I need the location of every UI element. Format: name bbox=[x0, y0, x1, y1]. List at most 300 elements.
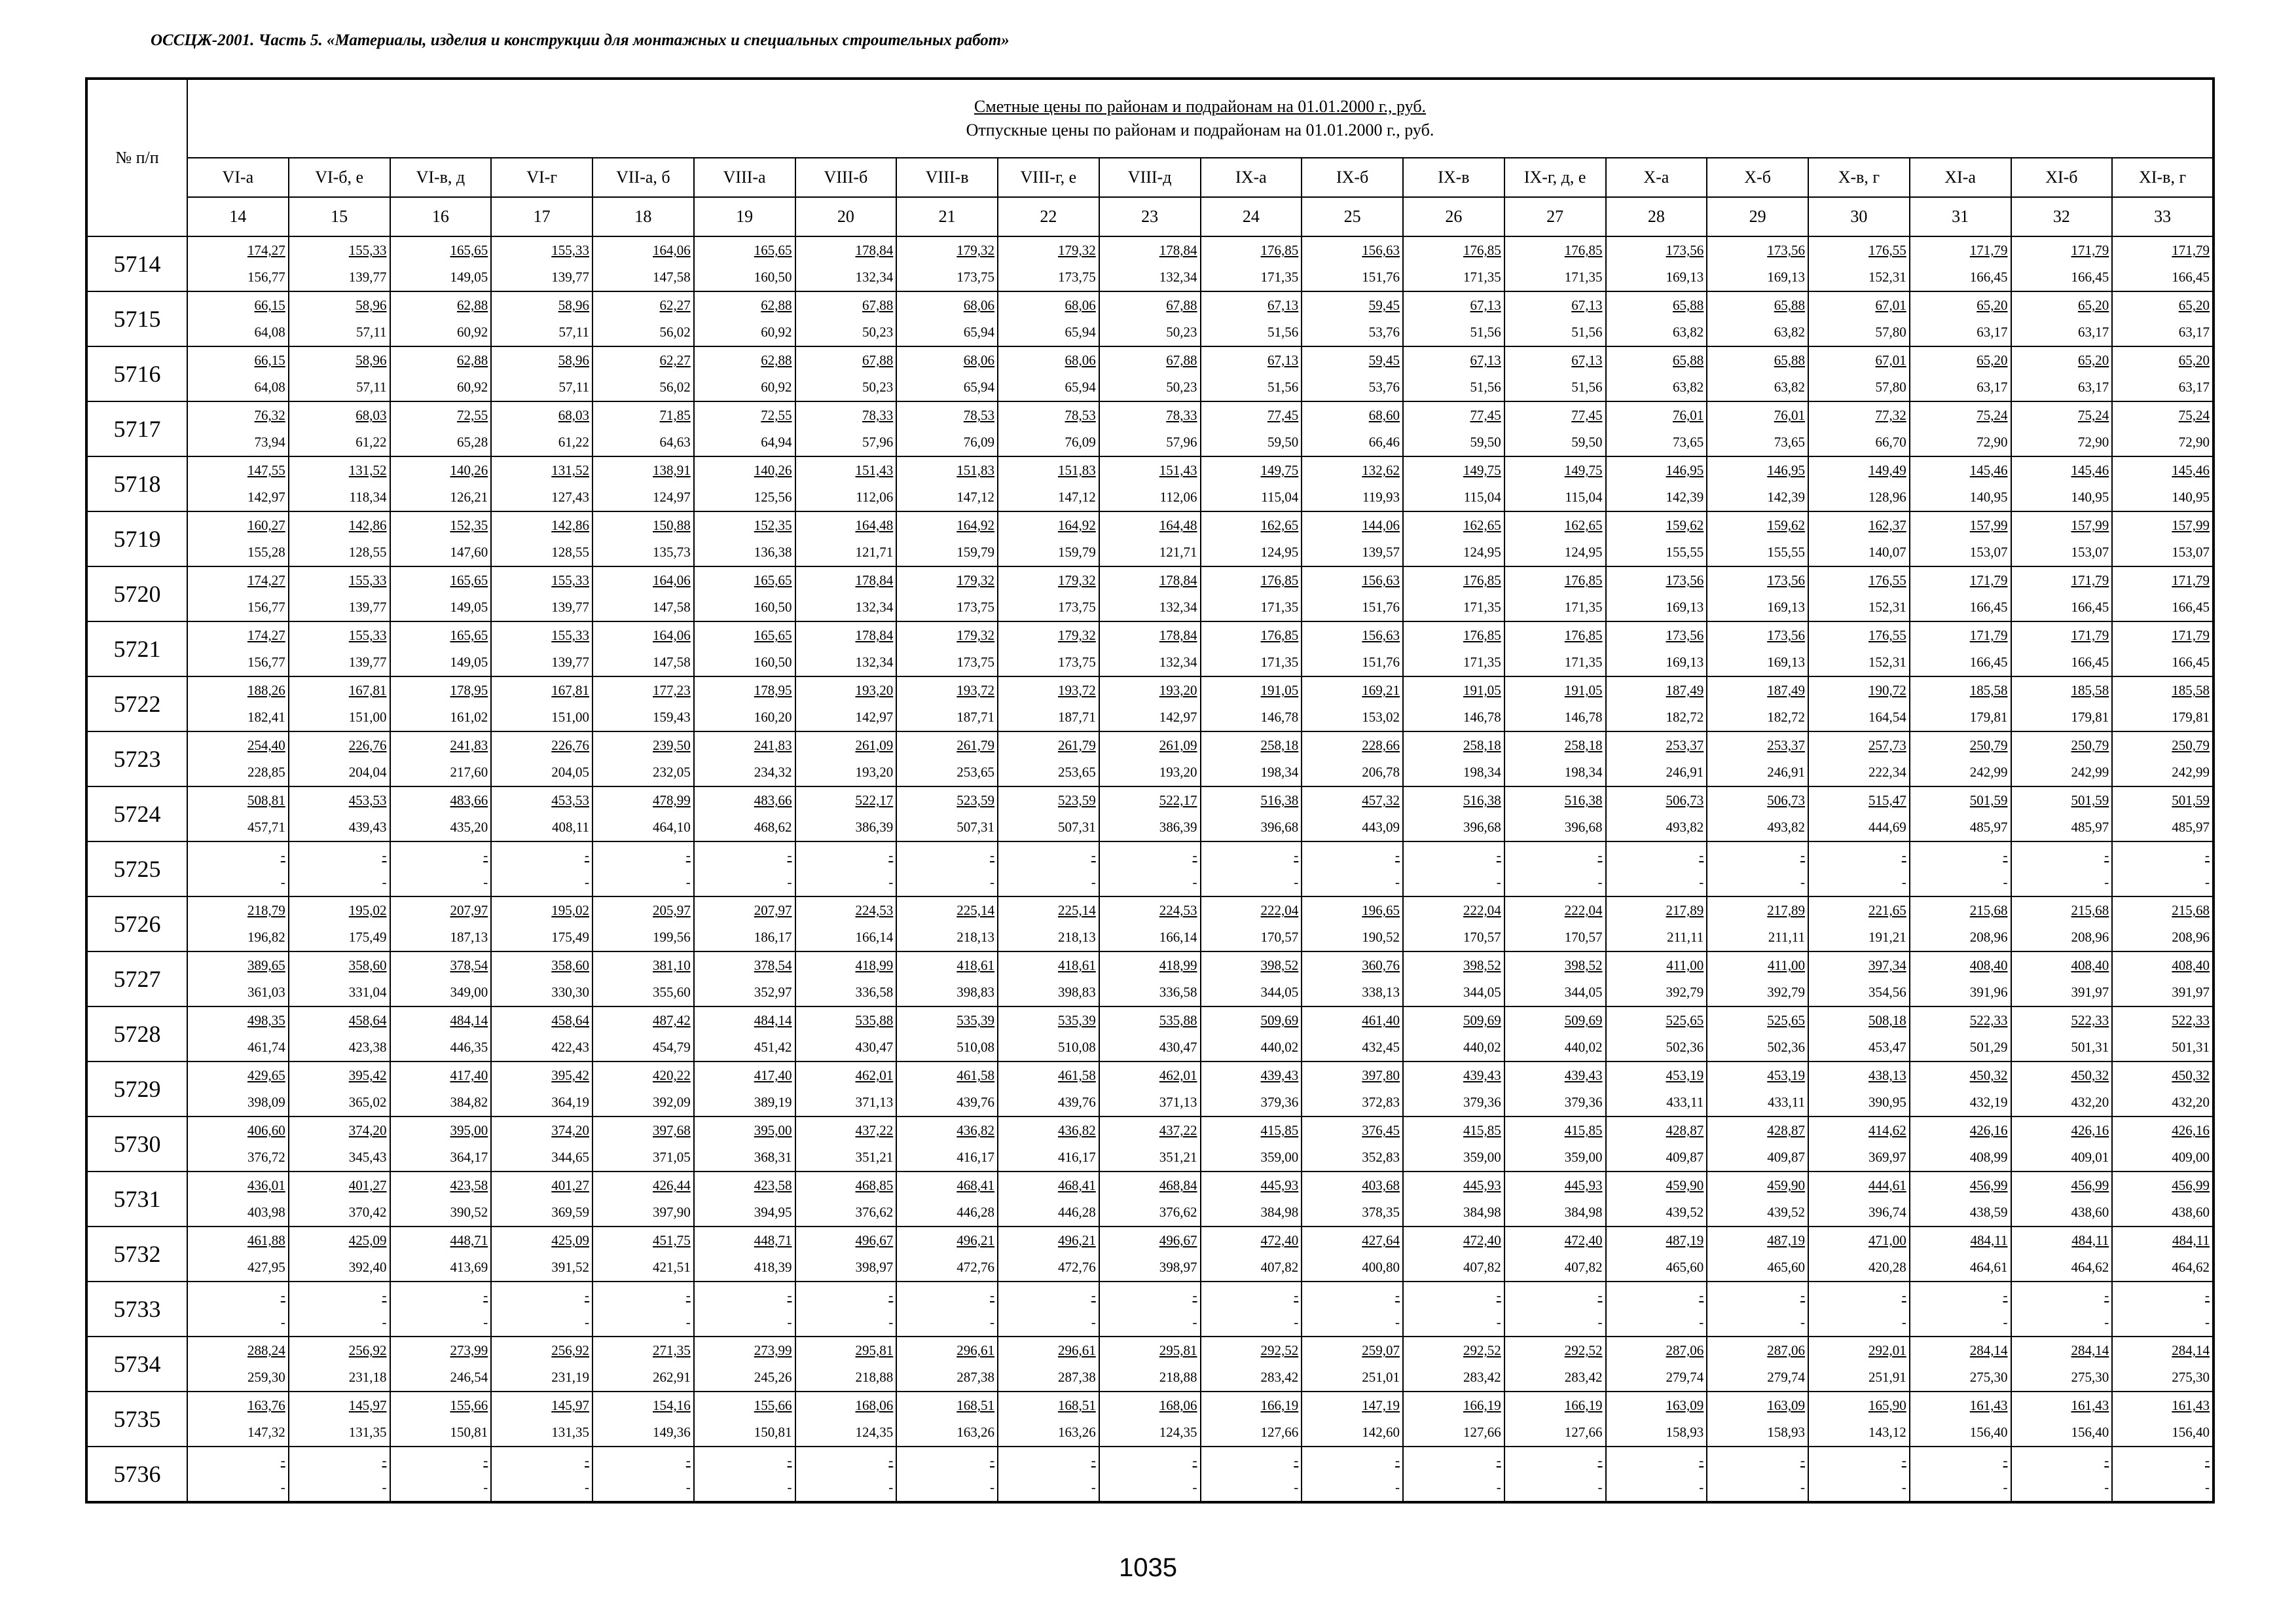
estimate-price: 67,01 bbox=[1875, 297, 1906, 313]
estimate-price: 174,27 bbox=[247, 572, 285, 588]
price-cell bbox=[1808, 786, 1910, 841]
estimate-price: 72,55 bbox=[761, 407, 792, 423]
estimate-price: 292,52 bbox=[1463, 1342, 1501, 1358]
release-price: 440,02 bbox=[1564, 1039, 1603, 1055]
estimate-price: 292,52 bbox=[1260, 1342, 1299, 1358]
estimate-price: 501,59 bbox=[2172, 792, 2210, 808]
estimate-price: 171,79 bbox=[2172, 242, 2210, 258]
estimate-price: 254,40 bbox=[247, 737, 285, 753]
price-cell bbox=[1302, 1116, 1403, 1172]
price-cell bbox=[2112, 1172, 2214, 1227]
price-cell bbox=[1606, 841, 1707, 896]
estimate-price: 156,63 bbox=[1362, 627, 1400, 643]
estimate-price: 222,04 bbox=[1463, 902, 1501, 918]
release-price: 392,79 bbox=[1767, 984, 1805, 1000]
release-price: 242,99 bbox=[1969, 764, 2008, 780]
release-price: 127,43 bbox=[551, 489, 589, 505]
release-price: 186,17 bbox=[754, 929, 792, 945]
estimate-price: 522,33 bbox=[2172, 1012, 2210, 1028]
price-cell bbox=[1099, 1172, 1201, 1227]
release-price: 204,05 bbox=[551, 764, 589, 780]
estimate-price: - bbox=[1597, 1452, 1603, 1468]
estimate-price: 484,11 bbox=[2071, 1232, 2109, 1248]
release-price: 208,96 bbox=[1969, 929, 2008, 945]
price-cell bbox=[896, 291, 998, 346]
release-price: - bbox=[382, 1314, 387, 1330]
price-cell bbox=[694, 456, 795, 511]
release-price: 253,65 bbox=[1058, 764, 1096, 780]
region-header: IX-г, д, е bbox=[1504, 158, 1606, 197]
release-price: 166,45 bbox=[2172, 654, 2210, 670]
price-cell bbox=[1099, 896, 1201, 951]
release-price: 432,19 bbox=[1969, 1094, 2008, 1110]
release-price: 125,56 bbox=[754, 489, 792, 505]
price-cell bbox=[390, 236, 492, 291]
price-cell bbox=[1910, 511, 2011, 566]
release-price: 151,76 bbox=[1362, 654, 1400, 670]
estimate-price: 171,79 bbox=[1969, 572, 2008, 588]
price-cell bbox=[390, 841, 492, 896]
release-price: 146,78 bbox=[1564, 709, 1603, 725]
estimate-price: 62,27 bbox=[659, 352, 691, 368]
estimate-price: 241,83 bbox=[754, 737, 792, 753]
release-price: 156,40 bbox=[1969, 1424, 2008, 1440]
price-cell bbox=[1606, 1116, 1707, 1172]
price-cell bbox=[390, 1227, 492, 1282]
price-cell bbox=[390, 1061, 492, 1116]
estimate-price: 453,53 bbox=[551, 792, 589, 808]
release-price: 398,97 bbox=[855, 1259, 894, 1275]
price-cell bbox=[289, 951, 390, 1006]
price-cell bbox=[592, 1116, 694, 1172]
estimate-price: 288,24 bbox=[247, 1342, 285, 1358]
release-price: 140,95 bbox=[1969, 489, 2008, 505]
release-price: 398,09 bbox=[247, 1094, 285, 1110]
release-price: 126,21 bbox=[450, 489, 488, 505]
estimate-price: 160,27 bbox=[247, 517, 285, 533]
release-price: 440,02 bbox=[1463, 1039, 1501, 1055]
price-cell bbox=[1099, 951, 1201, 1006]
release-price: 409,00 bbox=[2172, 1149, 2210, 1165]
estimate-price: 178,84 bbox=[855, 242, 894, 258]
estimate-price: 68,03 bbox=[355, 407, 387, 423]
price-cell bbox=[2011, 1061, 2113, 1116]
release-price: 371,13 bbox=[855, 1094, 894, 1110]
price-cell bbox=[795, 291, 897, 346]
release-price: - bbox=[685, 1314, 691, 1330]
release-price: 163,26 bbox=[1058, 1424, 1096, 1440]
estimate-price: 162,65 bbox=[1463, 517, 1501, 533]
release-price: 420,28 bbox=[1868, 1259, 1906, 1275]
release-price: 164,54 bbox=[1868, 709, 1906, 725]
release-price: 283,42 bbox=[1564, 1369, 1603, 1385]
estimate-price: 226,76 bbox=[348, 737, 387, 753]
price-cell bbox=[1707, 566, 1808, 621]
estimate-price: 408,40 bbox=[2071, 957, 2109, 973]
estimate-price: 215,68 bbox=[1969, 902, 2008, 918]
estimate-price: 78,53 bbox=[1065, 407, 1096, 423]
region-header: VIII-б bbox=[795, 158, 897, 197]
release-price: 166,14 bbox=[1159, 929, 1197, 945]
release-price: 439,43 bbox=[348, 819, 387, 835]
price-cell bbox=[1910, 346, 2011, 401]
price-cell bbox=[491, 1447, 592, 1502]
release-price: - bbox=[2104, 1314, 2109, 1330]
release-price: 359,00 bbox=[1564, 1149, 1603, 1165]
price-cell bbox=[2112, 951, 2214, 1006]
release-price: 57,11 bbox=[356, 324, 387, 340]
price-cell bbox=[2011, 786, 2113, 841]
release-price: 139,77 bbox=[551, 269, 589, 285]
estimate-price: 168,06 bbox=[855, 1397, 894, 1413]
estimate-price: - bbox=[1496, 847, 1501, 863]
release-price: 510,08 bbox=[957, 1039, 994, 1055]
estimate-price: 459,90 bbox=[1767, 1177, 1805, 1193]
estimate-price: 193,72 bbox=[957, 682, 994, 698]
price-cell bbox=[592, 731, 694, 786]
price-cell bbox=[592, 236, 694, 291]
estimate-price: - bbox=[483, 1287, 488, 1303]
release-price: 124,35 bbox=[855, 1424, 894, 1440]
estimate-price: 295,81 bbox=[855, 1342, 894, 1358]
release-price: 112,06 bbox=[856, 489, 894, 505]
price-cell bbox=[289, 1392, 390, 1447]
release-price: 51,56 bbox=[1571, 324, 1603, 340]
price-cell bbox=[2011, 1392, 2113, 1447]
release-price: 396,74 bbox=[1868, 1204, 1906, 1220]
estimate-price: 215,68 bbox=[2071, 902, 2109, 918]
estimate-price: 62,27 bbox=[659, 297, 691, 313]
price-cell bbox=[896, 1061, 998, 1116]
price-cell bbox=[2112, 511, 2214, 566]
estimate-price: 484,11 bbox=[1970, 1232, 2008, 1248]
price-cell bbox=[795, 1392, 897, 1447]
release-price: 156,77 bbox=[247, 654, 285, 670]
price-cell bbox=[289, 401, 390, 456]
price-cell bbox=[289, 566, 390, 621]
price-cell bbox=[289, 1006, 390, 1061]
price-cell bbox=[1302, 1061, 1403, 1116]
estimate-price: 166,19 bbox=[1463, 1397, 1501, 1413]
estimate-price: 159,62 bbox=[1666, 517, 1704, 533]
price-cell bbox=[1302, 676, 1403, 731]
row-number: 5726 bbox=[86, 896, 187, 951]
estimate-price: 501,59 bbox=[1969, 792, 2008, 808]
release-price: 171,35 bbox=[1260, 599, 1299, 615]
price-cell bbox=[1808, 511, 1910, 566]
price-cell bbox=[592, 841, 694, 896]
estimate-price: 132,62 bbox=[1362, 462, 1400, 478]
estimate-price: 151,83 bbox=[957, 462, 994, 478]
release-price: 187,71 bbox=[957, 709, 994, 725]
region-header: X-б bbox=[1707, 158, 1808, 197]
release-price: - bbox=[1091, 874, 1096, 890]
estimate-price: 155,33 bbox=[551, 572, 589, 588]
release-price: 413,69 bbox=[450, 1259, 488, 1275]
release-price: 170,57 bbox=[1260, 929, 1299, 945]
column-number: 19 bbox=[694, 197, 795, 236]
release-price: 166,45 bbox=[1969, 599, 2008, 615]
release-price: 218,13 bbox=[1058, 929, 1096, 945]
price-cell bbox=[2011, 1172, 2113, 1227]
estimate-price: 471,00 bbox=[1868, 1232, 1906, 1248]
estimate-price: 222,04 bbox=[1564, 902, 1603, 918]
estimate-price: 453,19 bbox=[1767, 1067, 1805, 1083]
price-cell bbox=[289, 1172, 390, 1227]
release-price: 211,11 bbox=[1768, 929, 1805, 945]
estimate-price: 168,06 bbox=[1159, 1397, 1197, 1413]
estimate-price: 58,96 bbox=[558, 352, 589, 368]
price-cell bbox=[491, 1006, 592, 1061]
estimate-price: 161,43 bbox=[2172, 1397, 2210, 1413]
release-price: 416,17 bbox=[957, 1149, 994, 1165]
estimate-price: 439,43 bbox=[1564, 1067, 1603, 1083]
price-cell bbox=[795, 511, 897, 566]
price-cell bbox=[998, 1172, 1099, 1227]
estimate-price: - bbox=[1091, 847, 1096, 863]
estimate-price: 173,56 bbox=[1767, 572, 1805, 588]
release-price: 65,94 bbox=[963, 324, 994, 340]
release-price: 344,65 bbox=[551, 1149, 589, 1165]
price-cell bbox=[390, 456, 492, 511]
price-cell bbox=[1201, 731, 1302, 786]
price-cell bbox=[289, 786, 390, 841]
estimate-price: - bbox=[2205, 1287, 2210, 1303]
price-cell bbox=[896, 236, 998, 291]
price-cell bbox=[1403, 291, 1504, 346]
estimate-price: 484,14 bbox=[754, 1012, 792, 1028]
table-row bbox=[86, 731, 2214, 786]
release-price: 171,35 bbox=[1463, 654, 1501, 670]
price-cell bbox=[1504, 511, 1606, 566]
region-header: XI-а bbox=[1910, 158, 2011, 197]
release-price: 218,13 bbox=[957, 929, 994, 945]
estimate-price: 67,13 bbox=[1571, 352, 1603, 368]
price-cell bbox=[1606, 676, 1707, 731]
estimate-price: 496,21 bbox=[1058, 1232, 1096, 1248]
price-cell bbox=[1504, 566, 1606, 621]
release-price: 222,34 bbox=[1868, 764, 1906, 780]
estimate-price: - bbox=[2104, 1452, 2109, 1468]
price-cell bbox=[390, 401, 492, 456]
price-cell bbox=[1403, 841, 1504, 896]
price-cell bbox=[289, 456, 390, 511]
estimate-price: 508,81 bbox=[247, 792, 285, 808]
estimate-price: 515,47 bbox=[1868, 792, 1906, 808]
estimate-price: 71,85 bbox=[659, 407, 691, 423]
estimate-price: 408,40 bbox=[1969, 957, 2008, 973]
price-cell bbox=[795, 1337, 897, 1392]
row-number: 5727 bbox=[86, 951, 187, 1006]
price-cell bbox=[491, 896, 592, 951]
price-cell bbox=[2112, 401, 2214, 456]
table-row bbox=[86, 1006, 2214, 1061]
title-row bbox=[86, 79, 2214, 158]
estimate-price: 487,42 bbox=[653, 1012, 691, 1028]
estimate-price: - bbox=[585, 1287, 589, 1303]
release-price: - bbox=[1901, 1479, 1906, 1495]
price-cell bbox=[1302, 841, 1403, 896]
price-cell bbox=[1504, 456, 1606, 511]
release-price: 409,01 bbox=[2071, 1149, 2109, 1165]
release-price: 446,35 bbox=[450, 1039, 488, 1055]
estimate-price: 145,97 bbox=[551, 1397, 589, 1413]
price-cell bbox=[1504, 1392, 1606, 1447]
release-price: 56,02 bbox=[659, 324, 691, 340]
release-price: 166,45 bbox=[2071, 654, 2109, 670]
column-number: 32 bbox=[2011, 197, 2113, 236]
estimate-price: - bbox=[382, 1452, 387, 1468]
estimate-price: 171,79 bbox=[2071, 572, 2109, 588]
release-price: 171,35 bbox=[1463, 599, 1501, 615]
estimate-price: 65,88 bbox=[1774, 297, 1805, 313]
table-row bbox=[86, 1447, 2214, 1502]
estimate-price: 65,88 bbox=[1673, 352, 1704, 368]
price-cell bbox=[1403, 896, 1504, 951]
estimate-price: 77,45 bbox=[1267, 407, 1299, 423]
estimate-price: 151,43 bbox=[1159, 462, 1197, 478]
release-price: 400,80 bbox=[1362, 1259, 1400, 1275]
release-price: 173,75 bbox=[957, 269, 994, 285]
price-cell bbox=[390, 676, 492, 731]
price-cell bbox=[1403, 456, 1504, 511]
release-price: 169,13 bbox=[1666, 599, 1704, 615]
release-price: 53,76 bbox=[1368, 379, 1400, 395]
release-price: 72,90 bbox=[2178, 434, 2210, 450]
estimate-price: 484,11 bbox=[2172, 1232, 2210, 1248]
release-price: 155,55 bbox=[1666, 544, 1704, 560]
estimate-price: 360,76 bbox=[1362, 957, 1400, 973]
table-row bbox=[86, 1061, 2214, 1116]
release-price: 464,10 bbox=[653, 819, 691, 835]
release-price: - bbox=[585, 1479, 589, 1495]
estimate-price: 151,43 bbox=[855, 462, 894, 478]
release-price: 146,78 bbox=[1463, 709, 1501, 725]
release-price: 245,26 bbox=[754, 1369, 792, 1385]
estimate-price: 164,48 bbox=[1159, 517, 1197, 533]
price-cell bbox=[289, 1061, 390, 1116]
price-cell bbox=[795, 1116, 897, 1172]
table-row bbox=[86, 566, 2214, 621]
release-price: 63,17 bbox=[2178, 324, 2210, 340]
estimate-price: 217,89 bbox=[1767, 902, 1805, 918]
release-price-title: Отпускные цены по районам и подрайонам на 01.01.2000 г., руб. bbox=[966, 120, 1434, 139]
estimate-price: 155,66 bbox=[754, 1397, 792, 1413]
estimate-price: - bbox=[990, 1287, 994, 1303]
estimate-price: - bbox=[1496, 1287, 1501, 1303]
estimate-price: 178,84 bbox=[855, 572, 894, 588]
estimate-price: - bbox=[1597, 847, 1603, 863]
estimate-price: 420,22 bbox=[653, 1067, 691, 1083]
price-cell bbox=[998, 1116, 1099, 1172]
release-price: 364,17 bbox=[450, 1149, 488, 1165]
estimate-price: 250,79 bbox=[2071, 737, 2109, 753]
price-cell bbox=[896, 1172, 998, 1227]
release-price: 66,46 bbox=[1368, 434, 1400, 450]
release-price: 369,97 bbox=[1868, 1149, 1906, 1165]
estimate-price: 222,04 bbox=[1260, 902, 1299, 918]
price-cell bbox=[1403, 621, 1504, 676]
release-price: 60,92 bbox=[761, 379, 792, 395]
release-price: 149,05 bbox=[450, 269, 488, 285]
estimate-price: 438,13 bbox=[1868, 1067, 1906, 1083]
release-price: 175,49 bbox=[551, 929, 589, 945]
estimate-price: 374,20 bbox=[551, 1122, 589, 1138]
price-cell bbox=[1707, 456, 1808, 511]
estimate-price: 406,60 bbox=[247, 1122, 285, 1138]
price-cell bbox=[2011, 676, 2113, 731]
estimate-price: 448,71 bbox=[754, 1232, 792, 1248]
price-cell bbox=[1302, 786, 1403, 841]
estimate-price: 67,88 bbox=[1166, 297, 1197, 313]
region-header: VI-б, е bbox=[289, 158, 390, 197]
release-price: 166,45 bbox=[2172, 599, 2210, 615]
estimate-price: 453,53 bbox=[348, 792, 387, 808]
column-number: 26 bbox=[1403, 197, 1504, 236]
price-cell bbox=[1910, 786, 2011, 841]
price-cell bbox=[1606, 236, 1707, 291]
price-cell bbox=[1302, 401, 1403, 456]
release-price: 142,97 bbox=[1159, 709, 1197, 725]
estimate-price: 179,32 bbox=[957, 242, 994, 258]
price-cell bbox=[1302, 896, 1403, 951]
price-cell bbox=[187, 1172, 289, 1227]
price-cell bbox=[1910, 1447, 2011, 1502]
release-price: 139,77 bbox=[348, 599, 387, 615]
estimate-price: 418,99 bbox=[855, 957, 894, 973]
table-row bbox=[86, 621, 2214, 676]
release-price: 65,94 bbox=[1065, 379, 1096, 395]
estimate-price: 287,06 bbox=[1767, 1342, 1805, 1358]
estimate-price: - bbox=[585, 847, 589, 863]
price-cell bbox=[795, 1061, 897, 1116]
price-cell bbox=[795, 621, 897, 676]
estimate-price: 193,20 bbox=[1159, 682, 1197, 698]
price-cell bbox=[1302, 1392, 1403, 1447]
estimate-price: 155,33 bbox=[551, 627, 589, 643]
price-cell bbox=[795, 951, 897, 1006]
estimate-price: 142,86 bbox=[348, 517, 387, 533]
estimate-price: 509,69 bbox=[1260, 1012, 1299, 1028]
release-price: 61,22 bbox=[558, 434, 589, 450]
release-price: 438,60 bbox=[2071, 1204, 2109, 1220]
price-cell bbox=[998, 841, 1099, 896]
estimate-price: 273,99 bbox=[450, 1342, 488, 1358]
release-price: 408,99 bbox=[1969, 1149, 2008, 1165]
document-header: ОССЦЖ-2001. Часть 5. «Материалы, изделия и конструкции для монтажных и специальных строительных работ» bbox=[151, 31, 1010, 49]
release-price: 72,90 bbox=[2078, 434, 2109, 450]
price-cell bbox=[390, 346, 492, 401]
estimate-price: 401,27 bbox=[551, 1177, 589, 1193]
price-cell bbox=[998, 896, 1099, 951]
row-number: 5730 bbox=[86, 1116, 187, 1172]
table-row bbox=[86, 1116, 2214, 1172]
estimate-price: 256,92 bbox=[348, 1342, 387, 1358]
price-cell bbox=[795, 346, 897, 401]
release-price: 151,76 bbox=[1362, 269, 1400, 285]
release-price: 371,13 bbox=[1159, 1094, 1197, 1110]
price-cell bbox=[998, 676, 1099, 731]
release-price: 389,19 bbox=[754, 1094, 792, 1110]
estimate-price: 215,68 bbox=[2172, 902, 2210, 918]
price-cell bbox=[1201, 896, 1302, 951]
row-number: 5718 bbox=[86, 456, 187, 511]
price-cell bbox=[694, 401, 795, 456]
release-price: - bbox=[2003, 1314, 2008, 1330]
price-cell bbox=[998, 291, 1099, 346]
region-header: VI-в, д bbox=[390, 158, 492, 197]
region-header: IX-а bbox=[1201, 158, 1302, 197]
